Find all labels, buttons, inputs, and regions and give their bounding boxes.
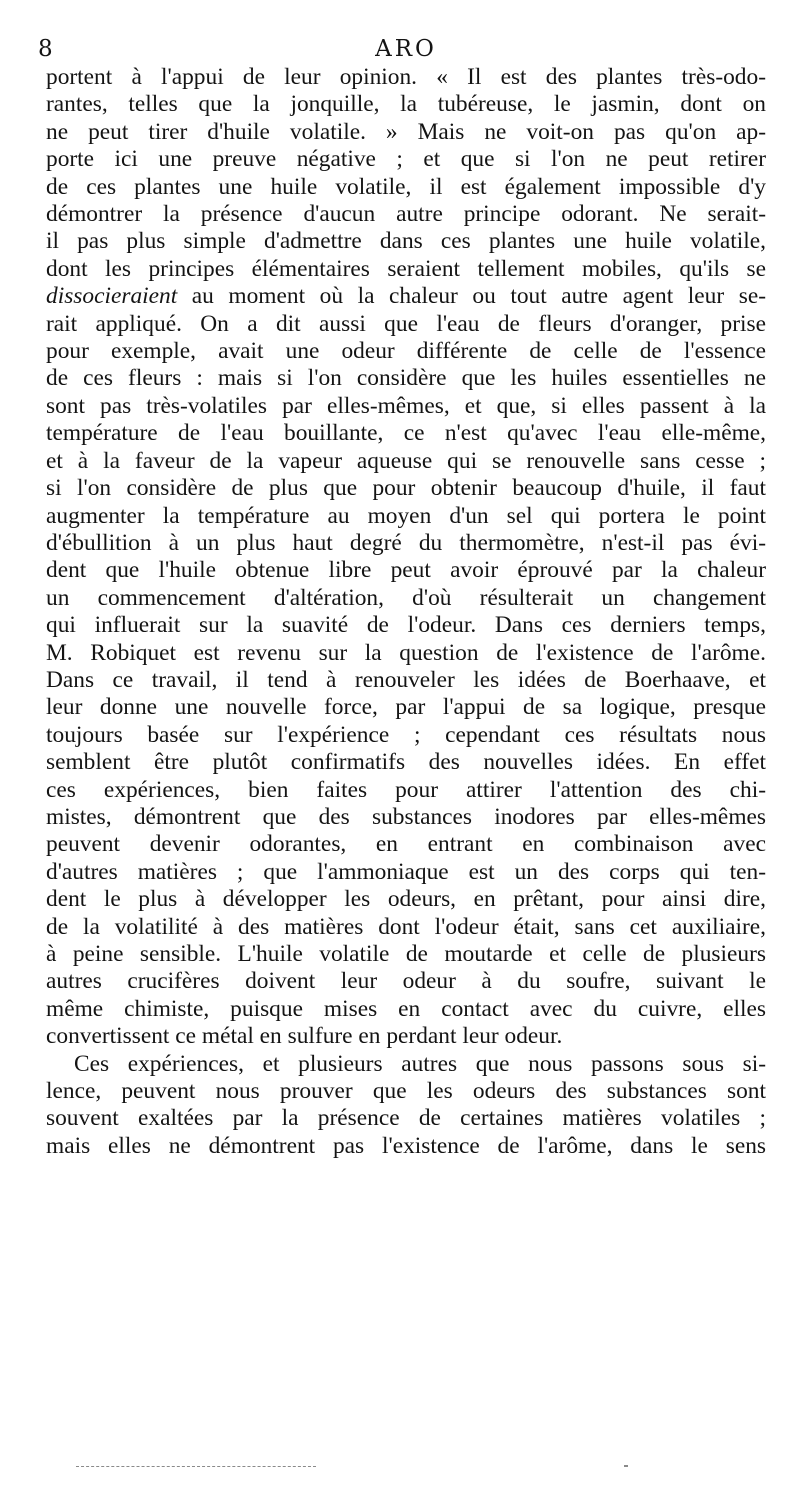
text-line: rait appliqué. On a dit aussi que l'eau de fleurs d'oranger, prise — [46, 310, 766, 337]
text-line: convertissent ce métal en sulfure en perdant leur odeur. — [46, 1023, 563, 1050]
text-line: leur donne une nouvelle force, par l'appui de sa logique, presque — [46, 694, 766, 721]
text-line: d'ébullition à un plus haut degré du thermomètre, n'est-il pas évi- — [46, 529, 766, 556]
footer-rule — [76, 1466, 316, 1467]
text-line: Ces expériences, et plusieurs autres que nous passons sous si- — [74, 1050, 766, 1077]
text-line: ces expériences, bien faites pour attirer l'attention des chi- — [46, 776, 766, 803]
text-line: si l'on considère de plus que pour obtenir beaucoup d'huile, il faut — [46, 475, 766, 502]
text-line: peuvent devenir odorantes, en entrant en combinaison avec — [46, 831, 766, 858]
text-line: mais elles ne démontrent pas l'existence de l'arôme, dans le sens — [46, 1132, 766, 1159]
paragraph-1 — [46, 64, 766, 1051]
text-line: à peine sensible. L'huile volatile de moutarde et celle de plusieurs — [46, 941, 766, 967]
text-line: dont les principes élémentaires seraient tellement mobiles, qu'ils se — [46, 255, 766, 282]
text-line: portent à l'appui de leur opinion. « Il est des plantes très-odo- — [46, 64, 766, 90]
text-line: autres crucifères doivent leur odeur à du soufre, suivant le — [46, 968, 766, 995]
text-line: un commencement d'altération, d'où résulterait un changement — [46, 584, 766, 611]
text-line: souvent exaltées par la présence de certaines matières volatiles ; — [46, 1105, 766, 1132]
text-line: de ces fleurs : mais si l'on considère que les huiles essentielles ne — [46, 365, 766, 392]
text-line: démontrer la présence d'aucun autre principe odorant. Ne serait- — [46, 201, 766, 228]
text-line: pour exemple, avait une odeur différente de celle de l'essence — [46, 338, 766, 365]
text-line: Dans ce travail, il tend à renouveler les idées de Boerhaave, et — [46, 666, 766, 693]
text-line: dent que l'huile obtenue libre peut avoir éprouvé par la chaleur — [46, 557, 766, 584]
text-line: porte ici une preuve négative ; et que si l'on ne peut retirer — [46, 146, 766, 173]
body-text — [46, 64, 766, 1160]
text-line: et à la faveur de la vapeur aqueuse qui se renouvelle sans cesse ; — [46, 447, 766, 474]
text-line: lence, peuvent nous prouver que les odeurs des substances sont — [46, 1078, 766, 1105]
text-line: d'autres matières ; que l'ammoniaque est un des corps qui ten- — [46, 858, 766, 885]
text-line — [46, 283, 766, 310]
page-header — [38, 34, 766, 64]
text-line: il pas plus simple d'admettre dans ces plantes une huile volatile, — [46, 228, 766, 255]
text-line: toujours basée sur l'expérience ; cependant ces résultats nous — [46, 721, 766, 748]
text-line: sont pas très-volatiles par elles-mêmes, et que, si elles passent à la — [46, 392, 766, 419]
book-page — [38, 34, 766, 1160]
text-line: ne peut tirer d'huile volatile. » Mais ne voit-on pas qu'on ap- — [46, 118, 766, 145]
text-line: mistes, démontrent que des substances inodores par elles-mêmes — [46, 803, 766, 830]
text-line: augmenter la température au moyen d'un sel qui portera le point — [46, 502, 766, 529]
page-number: 8 — [38, 36, 53, 62]
line-remainder: au moment où la chaleur ou tout autre agent leur se- — [177, 283, 766, 310]
text-line: rantes, telles que la jonquille, la tubéreuse, le jasmin, dont on — [46, 91, 766, 118]
text-line: dent le plus à développer les odeurs, en prêtant, pour ainsi dire, — [46, 886, 766, 913]
running-head: ARO — [375, 36, 437, 62]
footer-mark — [624, 1465, 628, 1467]
text-line: semblent être plutôt confirmatifs des nouvelles idées. En effet — [46, 749, 766, 776]
text-line: de la volatilité à des matières dont l'odeur était, sans cet auxiliaire, — [46, 913, 766, 940]
text-line: température de l'eau bouillante, ce n'est qu'avec l'eau elle-même, — [46, 420, 766, 447]
text-line: de ces plantes une huile volatile, il est également impossible d'y — [46, 173, 766, 200]
text-line: même chimiste, puisque mises en contact avec du cuivre, elles — [46, 995, 766, 1022]
text-line: qui influerait sur la suavité de l'odeur. Dans ces derniers temps, — [46, 612, 766, 639]
paragraph-2 — [46, 1051, 766, 1161]
italic-word: dissocieraient — [46, 283, 178, 310]
text-line: M. Robiquet est revenu sur la question de l'existence de l'arôme. — [46, 639, 766, 666]
